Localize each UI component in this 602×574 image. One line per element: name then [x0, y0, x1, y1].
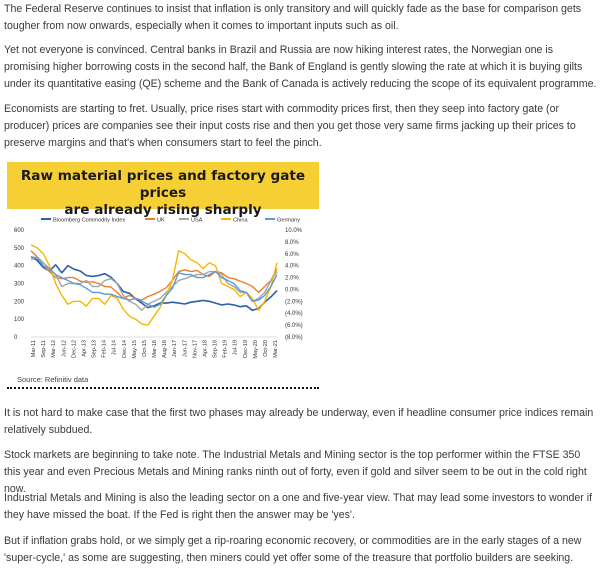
x-tick-12: Mar-16: [152, 340, 158, 358]
article-paragraph-5: Stock markets are beginning to take note. The Industrial Metals and Mining sector is the top performer within the FTSE 350 this year and even Precious Metals and Mining ranks ninth out of forty, even if gold and silver seem to be out in the cold right now.: [4, 449, 587, 495]
legend-label-2: USA: [191, 217, 203, 224]
x-tick-9: Dec-14: [121, 340, 128, 359]
y-right-tick-8: (6.0%): [285, 323, 303, 330]
x-tick-11: Oct-15: [141, 340, 148, 357]
x-tick-18: Sep-18: [212, 340, 219, 359]
x-tick-6: Sep-13: [91, 340, 98, 359]
x-tick-19: Feb-19: [222, 340, 229, 358]
y-left-tick-4: 200: [14, 299, 25, 306]
y-right-tick-4: 2.0%: [285, 275, 299, 282]
x-tick-2: Mar-12: [51, 340, 58, 358]
x-tick-23: Oct-20: [262, 340, 269, 357]
x-tick-1: Sep-11: [41, 340, 48, 358]
x-tick-5: Apr-13: [81, 340, 88, 357]
x-tick-0: Mar-11: [31, 340, 37, 358]
y-left-tick-0: 600: [14, 228, 25, 234]
x-tick-15: Jun-17: [182, 340, 189, 358]
article-paragraph-7: But if inflation grabs hold, or we simply get a rip-roaring economic recovery, or commodities are in the early stages of a new 'super-cycle,' as some are suggesting, then miners could yet offer some of the treasure that portfolio builders are seeking.: [4, 535, 582, 564]
chart-figure: [7, 162, 319, 389]
y-left-tick-6: 0: [14, 335, 18, 341]
x-tick-17: Apr-18: [202, 340, 209, 357]
chart-title-line-1: Raw material prices and factory gate prices: [20, 168, 306, 201]
legend-label-3: China: [233, 217, 248, 224]
y-right-tick-9: (8.0%): [285, 335, 303, 341]
series-line-germany: [31, 257, 277, 308]
x-tick-8: Jul-14: [111, 340, 118, 356]
x-tick-16: Nov-17: [192, 340, 199, 359]
x-tick-14: Jan-17: [172, 340, 179, 358]
y-right-tick-0: 10.0%: [285, 228, 303, 234]
x-tick-3: Jun-12: [61, 340, 68, 358]
legend-label-0: Bloomberg Commodity Index: [53, 217, 126, 224]
y-right-tick-7: (4.0%): [285, 311, 303, 318]
article-paragraph-1: The Federal Reserve continues to insist that inflation is only transitory and will quickly fade as the base for comparison gets tougher from now onwards, especially when it comes to important inputs such as oil.: [4, 3, 582, 32]
legend-label-4: Germany: [277, 217, 301, 224]
x-tick-10: May-15: [131, 340, 138, 359]
y-right-tick-2: 6.0%: [285, 251, 299, 258]
y-right-tick-1: 8.0%: [285, 239, 299, 246]
series-line-usa: [31, 257, 277, 311]
chart-source: Source: Refinitiv data: [17, 375, 89, 384]
y-right-tick-6: (2.0%): [285, 299, 303, 306]
y-left-tick-5: 100: [14, 317, 25, 324]
x-tick-20: Jul-19: [232, 340, 239, 356]
y-left-tick-3: 300: [14, 281, 25, 288]
line-chart: [7, 209, 319, 374]
x-tick-22: May-20: [252, 340, 259, 359]
y-left-tick-2: 400: [14, 263, 25, 270]
article-paragraph-2: Yet not everyone is convinced. Central banks in Brazil and Russia are now hiking interest rates, the Norwegian one is promising higher borrowing costs in the second half, the Bank of England is gently slowing the rate at which it is buying gilts under its quantitative easing (QE) scheme and the Bank of Canada is actively reducing the scope of its equivalent programme.: [4, 44, 597, 90]
article-paragraph-3: Economists are starting to fret. Usually, price rises start with commodity prices first, then they seep into factory gate (or producer) prices are companies see their input costs rise and then you get those very same firms jacking up their prices to preserve margins and that's when consumers start to feel the pinch.: [4, 103, 576, 149]
series-line-china: [31, 245, 277, 325]
y-right-tick-5: 0.0%: [285, 287, 299, 294]
x-tick-4: Dec-12: [71, 340, 78, 359]
x-tick-24: Mar-21: [273, 340, 279, 358]
chart-title-line-2: are already rising sharply: [64, 202, 262, 218]
y-left-tick-1: 500: [14, 245, 25, 252]
article-paragraph-6: Industrial Metals and Mining is also the leading sector on a one and five-year view. That may lead some investors to wonder if they have missed the boat. If the Fed is right then the answer may be 'yes'.: [4, 492, 593, 521]
x-tick-13: Aug-16: [162, 340, 169, 359]
article-paragraph-4: It is not hard to make case that the first two phases may already be underway, even if headline consumer price indices remain relatively subdued.: [4, 407, 594, 436]
chart-title: [7, 162, 319, 218]
y-right-tick-3: 4.0%: [285, 263, 299, 270]
x-tick-7: Feb-14: [101, 340, 108, 358]
legend-label-1: UK: [157, 217, 165, 224]
x-tick-21: Dec-19: [242, 340, 249, 359]
